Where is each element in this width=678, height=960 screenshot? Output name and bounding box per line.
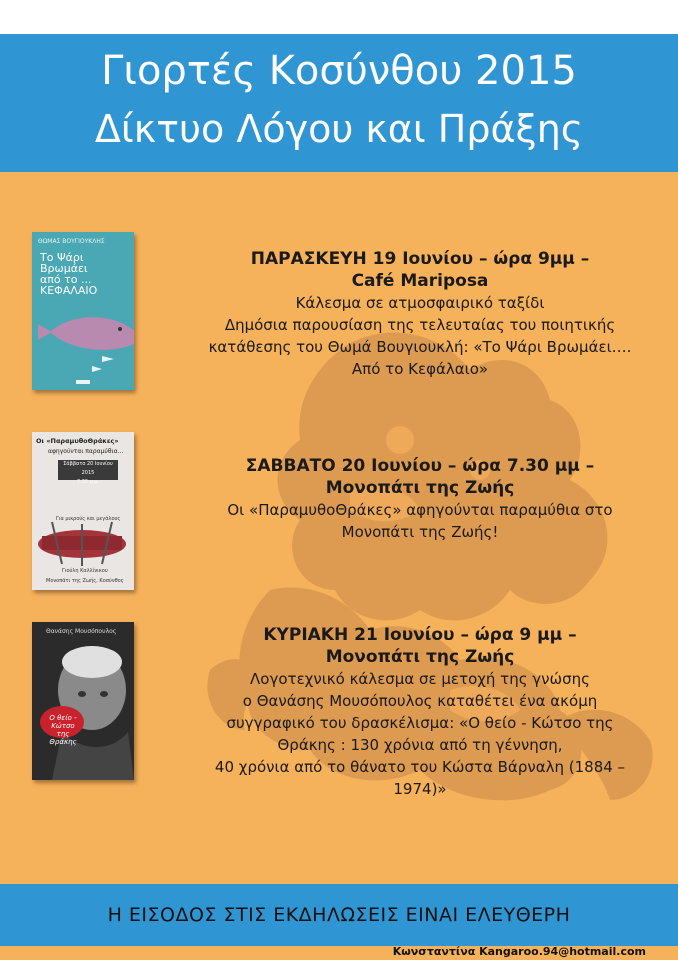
- book3-author: Θανάσης Μουσόπουλος: [46, 628, 117, 635]
- event-venue: Μονοπάτι της Ζωής: [325, 647, 515, 667]
- free-entry-notice: Η ΕΙΣΟΔΟΣ ΣΤΙΣ ΕΚΔΗΛΩΣΕΙΣ ΕΙΝΑΙ ΕΛΕΥΘΕΡΗ: [107, 904, 571, 926]
- event-heading: ΣΑΒΒΑΤΟ 20 Ιουνίου – ώρα 7.30 μμ –: [245, 456, 595, 476]
- event-line: Δημόσια παρουσίαση της τελευταίας του ποιητικής: [224, 316, 616, 334]
- event-heading: ΠΑΡΑΣΚΕΥΗ 19 Ιουνίου – ώρα 9μμ –: [250, 249, 590, 269]
- event-line: συγγραφικό του δρασκέλισμα: «Ο θείο - Κώτσο της: [226, 714, 614, 732]
- book-cover-psari: [32, 232, 134, 390]
- book3-title: Ο θείο - Κώτσο της Θράκης: [49, 714, 77, 746]
- poster-title: Γιορτές Κοσύνθου 2015: [101, 48, 577, 94]
- event-sunday: [170, 624, 670, 800]
- book1-title-line: Βρωμάει: [40, 262, 88, 275]
- book-cover-paramythothrakes: [32, 432, 134, 590]
- book2-subtitle: αφηγούνται παραμύθια...: [48, 448, 124, 455]
- book1-title: [40, 252, 97, 296]
- top-margin: [0, 0, 678, 34]
- book2-title: Οι «ΠαραμυθοΘράκες»: [36, 437, 119, 445]
- event-line: ο Θανάσης Μουσόπουλος καταθέτει ένα ακόμη: [242, 692, 598, 710]
- portrait-illustration: [32, 622, 134, 780]
- event-line: Κάλεσμα σε ατμοσφαιρικό ταξίδι: [295, 294, 545, 312]
- event-venue: Μονοπάτι της Ζωής: [325, 478, 515, 498]
- book2-place: Μονοπάτι της Ζωής, Κοσύνθος: [46, 578, 124, 584]
- book1-author: ΘΩΜΑΣ ΒΟΥΓΙΟΥΚΛΗΣ: [38, 238, 105, 245]
- event-line: 1974)»: [393, 780, 447, 798]
- book1-title-line: Το Ψάρι: [40, 251, 84, 264]
- event-saturday: [170, 455, 670, 543]
- event-line: Από το Κεφάλαιο»: [351, 360, 489, 378]
- book-cover-theio-kotso: [32, 622, 134, 780]
- footer-banner: [0, 884, 678, 946]
- event-line: Λογοτεχνικό κάλεσμα σε μετοχή της γνώσης: [250, 670, 590, 688]
- event-heading: ΚΥΡΙΑΚΗ 21 Ιουνίου – ώρα 9 μμ –: [263, 625, 577, 645]
- event-line: Θράκης : 130 χρόνια από τη γέννηση,: [277, 736, 563, 754]
- event-friday: [170, 248, 670, 380]
- event-line: κατάθεσης του Θωμά Βουγιουκλή: «Το Ψάρι Βρωμάει….: [208, 338, 632, 356]
- event-venue: Café Mariposa: [351, 271, 489, 291]
- book2-time: 7.30 μ.μ.: [76, 479, 100, 485]
- poster-subtitle: Δίκτυο Λόγου και Πράξης: [94, 107, 584, 151]
- book2-date: Σάββατο 20 Ιουνίου 2015: [63, 461, 113, 476]
- event-line: 40 χρόνια από το θάνατο του Κώστα Βάρναλη (1884 –: [214, 758, 626, 776]
- book2-caption: Για μικρούς και μεγάλους: [56, 516, 121, 522]
- book2-author: Γιούλη Καλλίνικου: [62, 568, 108, 574]
- book1-title-line: ΚΕΦΑΛΑΙΟ: [40, 284, 98, 297]
- header-banner: [0, 34, 678, 172]
- book1-title-line: από το ...: [40, 273, 92, 286]
- event-line: Οι «ΠαραμυθοΘράκες» αφηγούνται παραμύθια στο: [227, 501, 613, 519]
- contact-email: Κωνσταντίνα Kangaroo.94@hotmail.com: [392, 945, 646, 958]
- event-line: Μονοπάτι της Ζωής!: [341, 523, 499, 541]
- spindle-illustration: [32, 432, 134, 590]
